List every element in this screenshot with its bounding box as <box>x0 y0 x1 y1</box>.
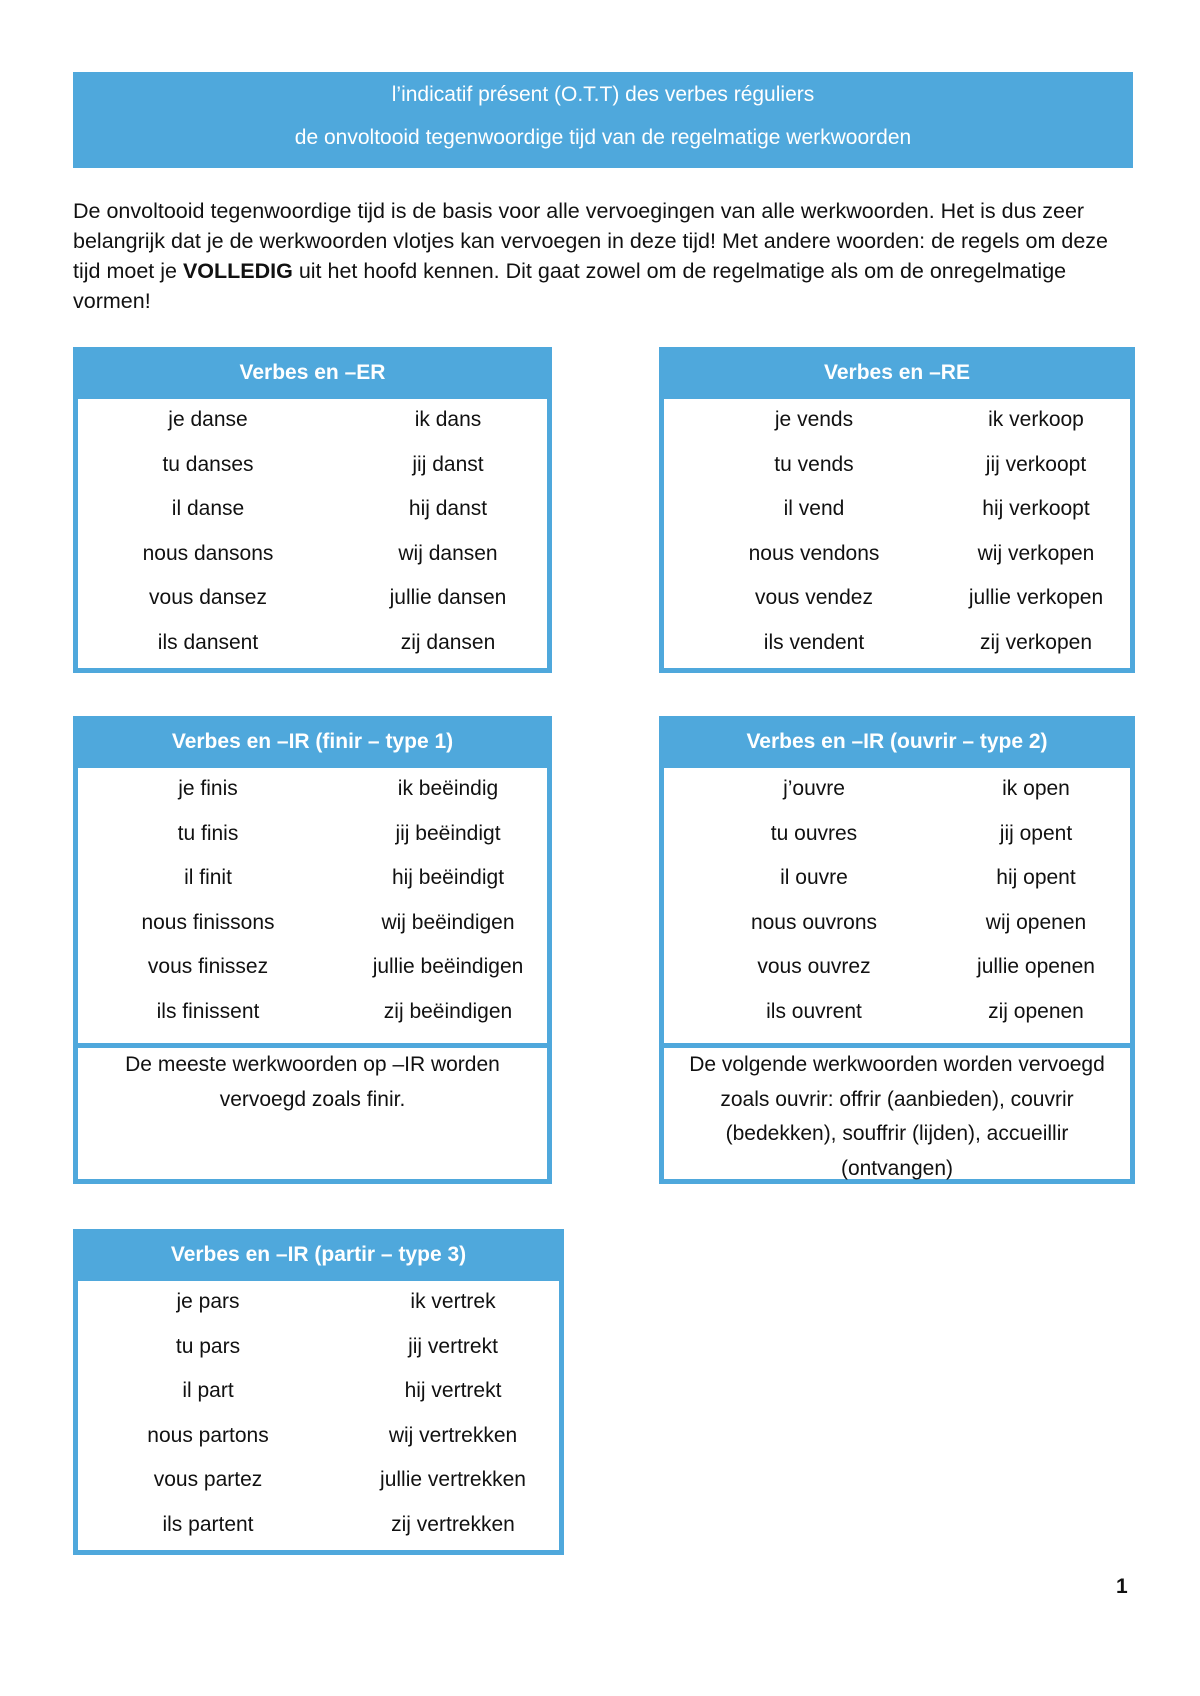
dutch-form: zij dansen <box>400 630 496 654</box>
table-row <box>664 992 1130 1037</box>
table-ir-type1-title: Verbes en –IR (finir – type 1) <box>78 721 547 768</box>
table-row <box>78 1282 559 1327</box>
table-er-rows <box>78 400 547 668</box>
dutch-form: ik vertrek <box>410 1290 496 1313</box>
dutch-form: zij verkopen <box>979 630 1093 654</box>
table-row <box>78 489 547 534</box>
dutch-form: ik dans <box>414 408 482 431</box>
table-row <box>78 814 547 859</box>
title-french: l’indicatif présent (O.T.T) des verbes réguliers <box>391 83 815 106</box>
table-ir-type1-note: De meeste werkwoorden op –IR worden vervoegd zoals finir. <box>78 1043 547 1117</box>
french-form: vous ouvrez <box>757 955 871 979</box>
table-er-title: Verbes en –ER <box>78 352 547 399</box>
dutch-form: ik open <box>1002 777 1070 800</box>
french-form: tu ouvres <box>770 821 858 845</box>
table-ir-type2-rows <box>664 769 1130 1037</box>
french-form: nous vendons <box>748 541 880 565</box>
title-banner <box>73 72 1133 168</box>
french-form: il ouvre <box>780 866 848 890</box>
table-row <box>78 534 547 579</box>
dutch-form: hij danst <box>408 497 488 521</box>
dutch-form: zij vertrekken <box>391 1512 515 1536</box>
french-form: vous partez <box>153 1468 263 1492</box>
dutch-form: jullie beëindigen <box>372 955 524 979</box>
table-re-title: Verbes en –RE <box>664 352 1130 399</box>
french-form: ils ouvrent <box>766 999 862 1023</box>
dutch-form: wij vertrekken <box>388 1423 518 1447</box>
french-form: ils vendent <box>763 630 865 654</box>
dutch-form: zij beëindigen <box>383 999 513 1023</box>
dutch-form: jij opent <box>999 821 1073 845</box>
french-form: il danse <box>171 497 245 521</box>
table-row <box>664 769 1130 814</box>
dutch-form: hij vertrekt <box>404 1379 502 1403</box>
french-form: il vend <box>783 497 845 521</box>
dutch-form: jullie dansen <box>389 586 507 610</box>
french-form: je danse <box>168 408 248 431</box>
table-row <box>78 1460 559 1505</box>
french-form: ils finissent <box>156 999 260 1023</box>
french-form: nous finissons <box>141 910 275 934</box>
table-row <box>78 1371 559 1416</box>
table-row <box>664 445 1130 490</box>
table-row <box>78 903 547 948</box>
french-form: nous partons <box>147 1423 269 1447</box>
french-form: je pars <box>176 1290 240 1313</box>
french-form: vous vendez <box>755 586 873 610</box>
dutch-form: jij beëindigt <box>395 821 501 845</box>
table-row <box>664 903 1130 948</box>
dutch-form: ik beëindig <box>397 777 499 800</box>
table-row <box>78 1416 559 1461</box>
title-dutch: de onvoltooid tegenwoordige tijd van de regelmatige werkwoorden <box>294 126 912 149</box>
table-ir-type1 <box>73 716 552 1184</box>
table-row <box>78 400 547 445</box>
dutch-form: wij verkopen <box>977 541 1095 565</box>
table-row <box>78 623 547 668</box>
table-re <box>659 347 1135 673</box>
table-row <box>78 1505 559 1550</box>
intro-paragraph <box>73 196 1135 316</box>
table-row <box>664 814 1130 859</box>
french-form: j’ouvre <box>783 777 845 800</box>
french-form: il part <box>182 1379 234 1403</box>
table-ir-type3-title: Verbes en –IR (partir – type 3) <box>78 1234 559 1281</box>
french-form: il finit <box>184 866 232 890</box>
dutch-form: hij beëindigt <box>391 866 505 890</box>
table-row <box>78 445 547 490</box>
table-re-rows <box>664 400 1130 668</box>
table-ir-type2-note: De volgende werkwoorden worden vervoegd zoals ouvrir: offrir (aanbieden), couvrir (bedekken), souffrir (lijden), accueillir (ontvangen) <box>664 1043 1130 1186</box>
dutch-form: hij opent <box>996 866 1076 890</box>
table-row <box>78 578 547 623</box>
french-form: tu danses <box>162 452 254 476</box>
table-er <box>73 347 552 673</box>
dutch-form: jullie verkopen <box>968 586 1104 610</box>
dutch-form: wij beëindigen <box>381 910 515 934</box>
dutch-form: wij dansen <box>398 541 498 565</box>
dutch-form: jij verkoopt <box>985 452 1087 476</box>
french-form: je finis <box>178 777 238 800</box>
intro-text-after: uit het hoofd kennen. Dit gaat zowel om de regelmatige als om de onregelmatige vormen! <box>73 259 1067 313</box>
table-row <box>664 534 1130 579</box>
table-ir-type1-rows <box>78 769 547 1037</box>
page-number: 1 <box>1116 1575 1128 1598</box>
french-form: nous ouvrons <box>750 910 878 934</box>
table-row <box>78 992 547 1037</box>
dutch-form: jullie vertrekken <box>380 1468 526 1492</box>
french-form: ils dansent <box>157 630 259 654</box>
table-ir-type3 <box>73 1229 564 1555</box>
dutch-form: jij vertrekt <box>408 1334 498 1358</box>
table-row <box>664 489 1130 534</box>
intro-text-before: De onvoltooid tegenwoordige tijd is de basis voor alle vervoegingen van alle werkwoorden. Het is dus zeer belangrijk dat je de werkwoorden vlotjes kan vervoegen in deze tijd! Met andere woorden: de regels om deze tijd moet je <box>73 199 1108 283</box>
french-form: vous finissez <box>147 955 269 979</box>
dutch-form: zij openen <box>988 999 1084 1023</box>
french-form: tu pars <box>175 1334 241 1358</box>
dutch-form: jij danst <box>412 452 484 476</box>
table-row <box>664 947 1130 992</box>
dutch-form: jullie openen <box>977 955 1095 979</box>
table-ir-type3-rows <box>78 1282 559 1550</box>
french-form: je vends <box>774 408 854 431</box>
table-row <box>78 858 547 903</box>
french-form: nous dansons <box>142 541 274 565</box>
table-row <box>78 1327 559 1372</box>
french-form: tu vends <box>774 452 854 476</box>
dutch-form: hij verkoopt <box>982 497 1090 521</box>
table-row <box>78 769 547 814</box>
table-ir-type2-title: Verbes en –IR (ouvrir – type 2) <box>664 721 1130 768</box>
table-row <box>664 400 1130 445</box>
intro-emphasis: VOLLEDIG <box>182 259 293 283</box>
french-form: ils partent <box>162 1512 254 1536</box>
french-form: vous dansez <box>149 586 267 610</box>
table-row <box>664 623 1130 668</box>
french-form: tu finis <box>177 821 239 845</box>
dutch-form: ik verkoop <box>988 408 1084 431</box>
table-ir-type2 <box>659 716 1135 1184</box>
table-row <box>664 858 1130 903</box>
dutch-form: wij openen <box>985 910 1087 934</box>
table-row <box>78 947 547 992</box>
table-row <box>664 578 1130 623</box>
